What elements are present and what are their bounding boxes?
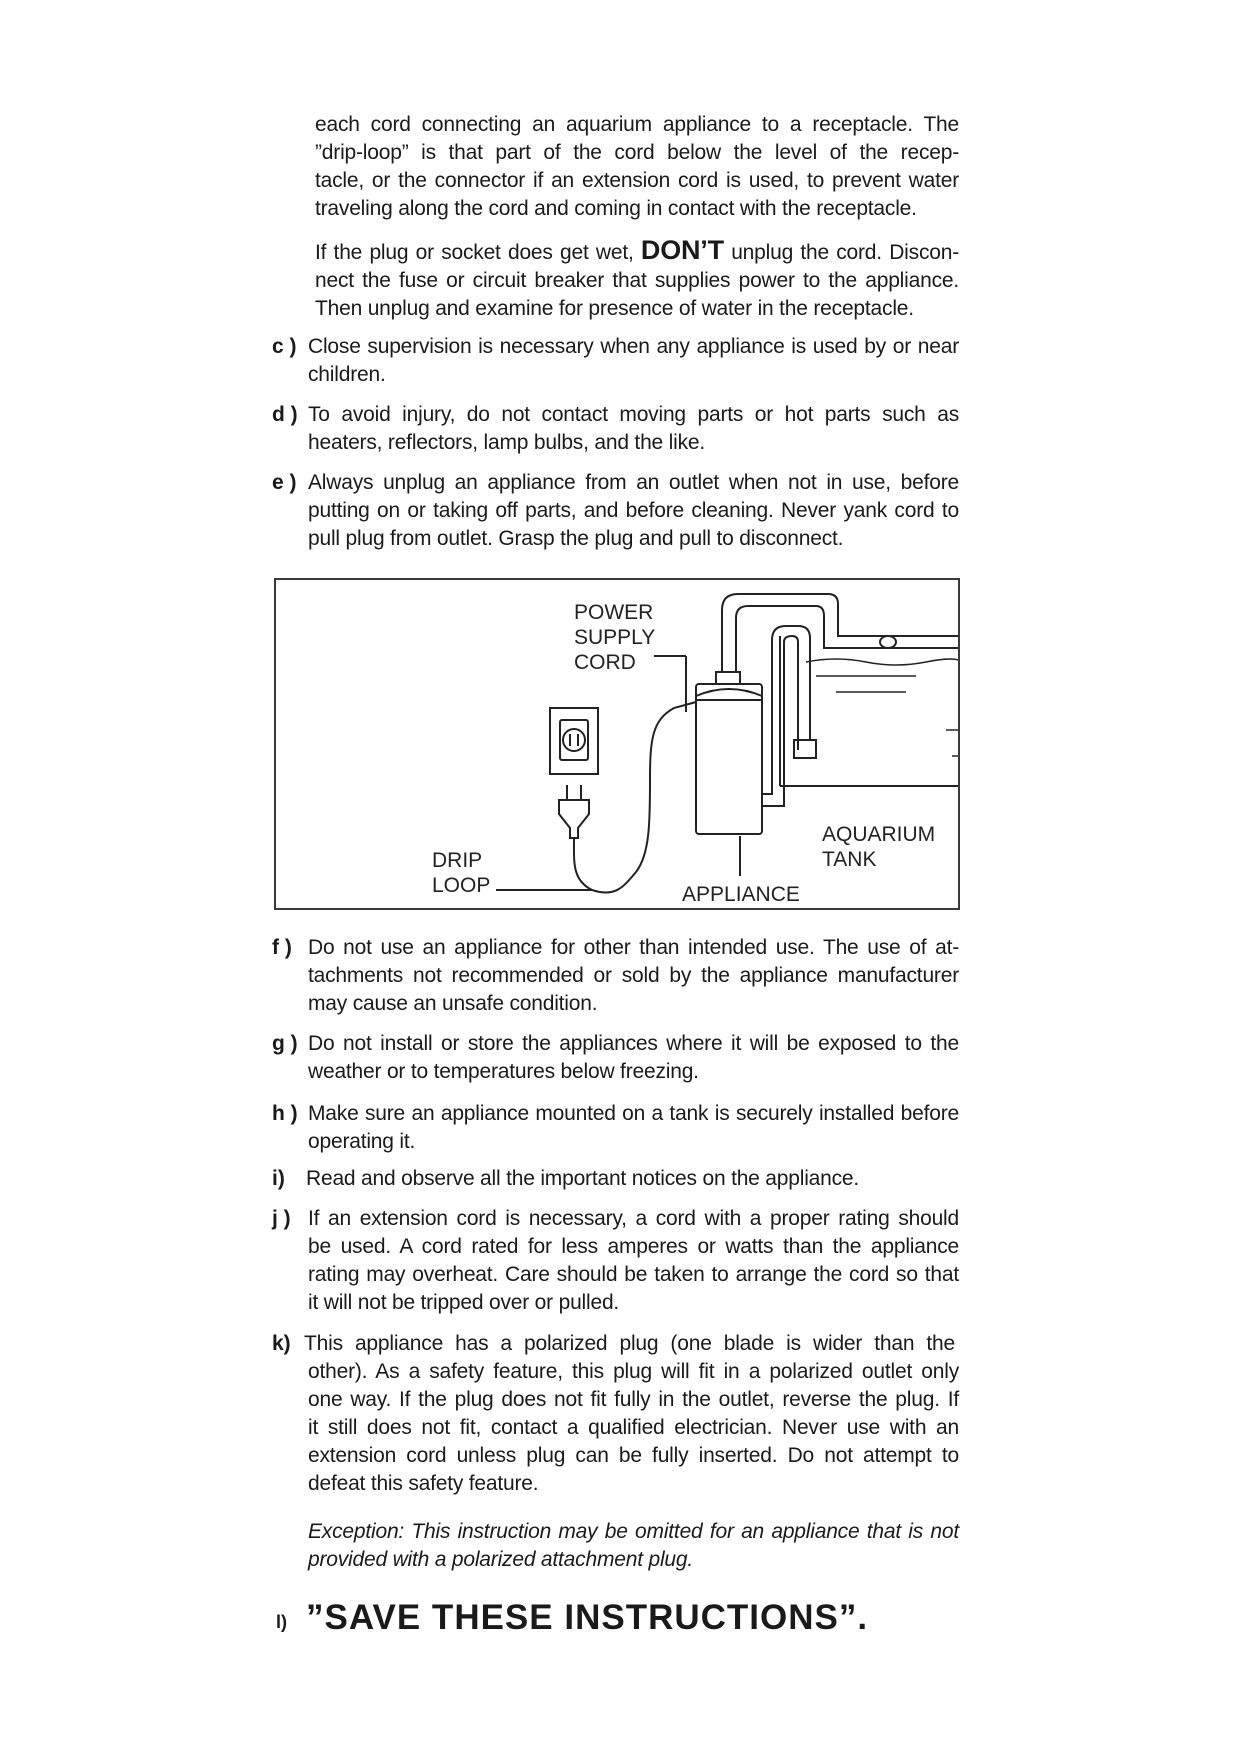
label-line: SUPPLY	[574, 626, 656, 649]
item-line: To avoid injury, do not contact moving parts or hot parts such as	[308, 403, 959, 426]
item-label-l: l)	[276, 1612, 287, 1632]
item-label-j: j )	[272, 1207, 291, 1230]
item-line: rating may overheat. Care should be taken to arrange the cord so that	[308, 1263, 959, 1286]
intro-line: traveling along the cord and coming in contact with the receptacle.	[315, 197, 917, 220]
wet-line: nect the fuse or circuit breaker that supplies power to the appliance.	[315, 269, 959, 292]
item-c-text	[308, 333, 959, 389]
item-line: Read and observe all the important notices on the appliance.	[306, 1167, 860, 1190]
wet-line-end: unplug the cord. Discon-	[731, 241, 959, 264]
aquarium-tank	[780, 636, 960, 786]
exception-line: provided with a polarized attachment plug.	[308, 1548, 694, 1571]
label-line: POWER	[574, 601, 654, 624]
label-line: TANK	[822, 848, 877, 871]
item-line: defeat this safety feature.	[308, 1472, 539, 1495]
item-label-k: k)	[272, 1332, 291, 1355]
item-d-text	[308, 401, 959, 457]
label-line: LOOP	[432, 874, 491, 897]
item-line: one way. If the plug does not fit fully in the outlet, reverse the plug. If	[308, 1388, 959, 1411]
label-line: DRIP	[432, 849, 483, 872]
drip-loop-label	[432, 848, 490, 898]
label-line: CORD	[574, 651, 636, 674]
intro-paragraph	[315, 111, 959, 223]
item-label-h: h )	[272, 1102, 298, 1125]
item-line: If an extension cord is necessary, a cord with a proper rating should	[308, 1207, 959, 1230]
power-cord-drip-loop	[574, 702, 696, 893]
item-line: it will not be tripped over or pulled.	[308, 1291, 620, 1314]
item-i-text	[306, 1165, 959, 1193]
item-line: children.	[308, 363, 386, 386]
item-line: extension cord unless plug can be fully inserted. Do not attempt to	[308, 1444, 959, 1467]
item-line: tachments not recommended or sold by the appliance manufacturer	[308, 964, 959, 987]
exception-line: Exception: This instruction may be omitted for an appliance that is not	[308, 1520, 959, 1543]
intro-line: each cord connecting an aquarium appliance to a receptacle. The	[315, 113, 959, 136]
item-g-text	[308, 1030, 959, 1086]
item-line: it still does not fit, contact a qualified electrician. Never use with an	[308, 1416, 959, 1439]
item-line: weather or to temperatures below freezing.	[308, 1060, 699, 1083]
wall-outlet	[550, 708, 598, 774]
item-label-i: i)	[272, 1167, 285, 1190]
wet-line-start: If the plug or socket does get wet,	[315, 241, 634, 264]
item-line: may cause an unsafe condition.	[308, 992, 598, 1015]
item-line: pull plug from outlet. Grasp the plug and pull to disconnect.	[308, 527, 844, 550]
siphon-tube	[762, 626, 810, 794]
setup-diagram	[274, 578, 960, 910]
item-k-text	[304, 1330, 959, 1498]
appliance-body	[696, 672, 762, 834]
item-line: Do not install or store the appliances where it will be exposed to the	[308, 1032, 959, 1055]
item-line: operating it.	[308, 1130, 416, 1153]
item-label-c: c )	[272, 335, 297, 358]
appliance-label: APPLIANCE	[682, 883, 800, 906]
intro-line: tacle, or the connector if an extension cord is used, to prevent water	[315, 169, 959, 192]
item-line: heaters, reflectors, lamp bulbs, and the like.	[308, 431, 706, 454]
item-h-text	[308, 1100, 959, 1156]
wet-line: Then unplug and examine for presence of water in the receptacle.	[315, 297, 914, 320]
item-label-d: d )	[272, 403, 298, 426]
item-label-e: e )	[272, 471, 297, 494]
save-instructions-heading: ”SAVE THESE INSTRUCTIONS”.	[306, 1598, 869, 1637]
power-supply-cord-label	[574, 600, 655, 675]
item-line: This appliance has a polarized plug (one blade is wider than the	[304, 1332, 955, 1355]
label-line: AQUARIUM	[822, 823, 936, 846]
aquarium-tank-label	[822, 822, 935, 872]
wet-line	[315, 236, 959, 267]
item-f-text	[308, 934, 959, 1018]
item-line: Close supervision is necessary when any appliance is used by or near	[308, 335, 959, 358]
dont-emphasis: DON’T	[640, 235, 724, 265]
intro-line: ”drip-loop” is that part of the cord below the level of the recep-	[315, 141, 959, 164]
item-line: Do not use an appliance for other than intended use. The use of at-	[308, 936, 959, 959]
item-line: Always unplug an appliance from an outlet when not in use, before	[308, 471, 959, 494]
wet-paragraph	[315, 236, 959, 323]
item-line: putting on or taking off parts, and before cleaning. Never yank cord to	[308, 499, 959, 522]
exception-note	[308, 1518, 959, 1574]
item-line: be used. A cord rated for less amperes or watts than the appliance	[308, 1235, 959, 1258]
item-e-text	[308, 469, 959, 553]
item-label-f: f )	[272, 936, 292, 959]
item-label-g: g )	[272, 1032, 298, 1055]
item-j-text	[308, 1205, 959, 1317]
item-line: other). As a safety feature, this plug will fit in a polarized outlet only	[308, 1360, 959, 1383]
polarized-plug	[559, 785, 589, 838]
item-line: Make sure an appliance mounted on a tank is securely installed before	[308, 1102, 959, 1125]
